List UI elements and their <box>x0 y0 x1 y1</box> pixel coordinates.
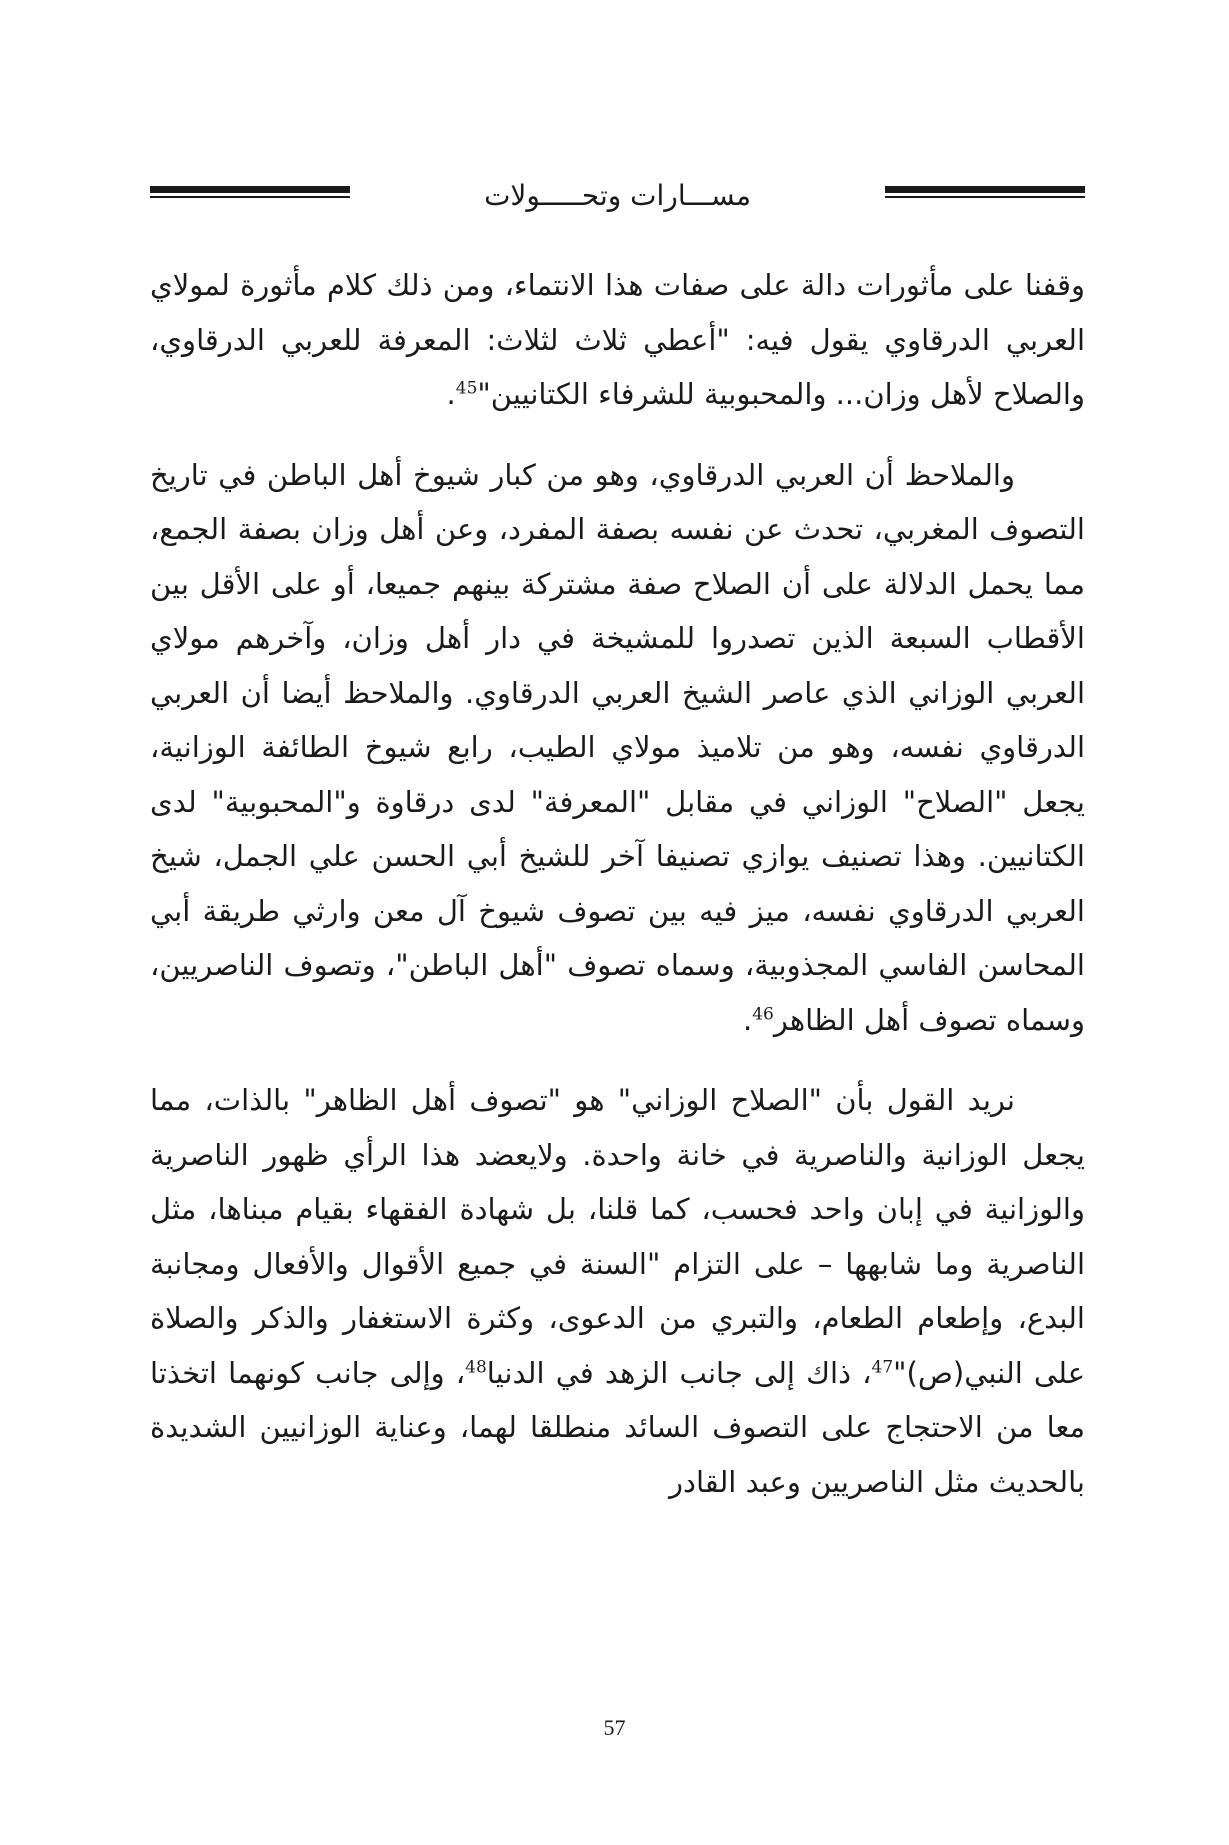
paragraph-3-tail2: ، وإلى جانب كونهما اتخذتا معا من الاحتجاج على التصوف السائد منطلقا لهما، وعناية الوزانيين الشديدة بالحديث مثل الناصريين وعبد القادر <box>150 1355 1085 1499</box>
paragraph-1-text: وقفنا على مأثورات دالة على صفات هذا الانتماء، ومن ذلك كلام مأثورة لمولاي العربي الدرقاوي يقول فيه: "أعطي ثلاث لثلاث: المعرفة للعربي الدرقاوي، والصلاح لأهل وزان... والمحبوبية للشرفاء الكتانيين" <box>150 268 1085 411</box>
footnote-ref-48: 48 <box>465 1356 487 1377</box>
header-rule-left <box>150 186 350 200</box>
paragraph-3 <box>150 1073 1085 1509</box>
footnote-ref-45: 45 <box>455 378 478 399</box>
header-title: مســـارات وتحـــــولات <box>484 179 751 212</box>
paragraph-3-tail: ، ذاك إلى جانب الزهد في الدنيا <box>486 1355 872 1390</box>
paragraph-2-tail: . <box>742 1002 753 1037</box>
page-number: 57 <box>603 1715 626 1740</box>
running-header <box>150 176 1085 216</box>
footnote-ref-47: 47 <box>871 1356 894 1377</box>
paragraph-2-text: والملاحظ أن العربي الدرقاوي، وهو من كبار شيوخ أهل الباطن في تاريخ التصوف المغربي، تحدث عن نفسه بصفة المفرد، وعن أهل وزان بصفة الجمع، مما يحمل الدلالة على أن الصلاح صفة مشتركة بينهم جميعا، أو على الأقل بين الأقطاب السبعة الذين تصدروا للمشيخة في دار أهل وزان، وآخرهم مولاي العربي الوزاني الذي عاصر الشيخ العربي الدرقاوي. والملاحظ أيضا أن العربي الدرقاوي نفسه، وهو من تلاميذ مولاي الطيب، رابع شيوخ الطائفة الوزانية، يجعل "الصلاح" الوزاني في مقابل "المعرفة" لدى درقاوة و"المحبوبية" لدى الكتانيين. وهذا تصنيف يوازي تصنيفا آخر للشيخ أبي الحسن علي الجمل، شيخ العربي الدرقاوي نفسه، ميز فيه بين تصوف شيوخ آل معن وارثي طريقة أبي المحاسن الفاسي المجذوبية، وسماه تصوف "أهل الباطن"، وتصوف الناصريين، وسماه تصوف أهل الظاهر <box>150 457 1085 1037</box>
paragraph-3-text: نريد القول بأن "الصلاح الوزاني" هو "تصوف أهل الظاهر" بالذات، مما يجعل الوزانية والناصرية في خانة واحدة. ولايعضد هذا الرأي ظهور الناصرية والوزانية في إبان واحد فحسب، كما قلنا، بل شهادة الفقهاء بقيام مبناها، مثل الناصرية وما شابهها – على التزام "السنة في جميع الأقوال والأفعال ومجانبة البدع، وإطعام الطعام، والتبري من الدعوى، وكثرة الاستغفار والذكر والصلاة على النبي(ص)" <box>150 1083 1085 1390</box>
header-rule-right <box>885 186 1085 200</box>
footnote-ref-46: 46 <box>752 1003 774 1024</box>
paragraph-2 <box>150 448 1085 1048</box>
paragraph-1 <box>150 258 1085 422</box>
paragraph-1-tail: . <box>446 377 456 411</box>
body-text <box>150 258 1085 1535</box>
